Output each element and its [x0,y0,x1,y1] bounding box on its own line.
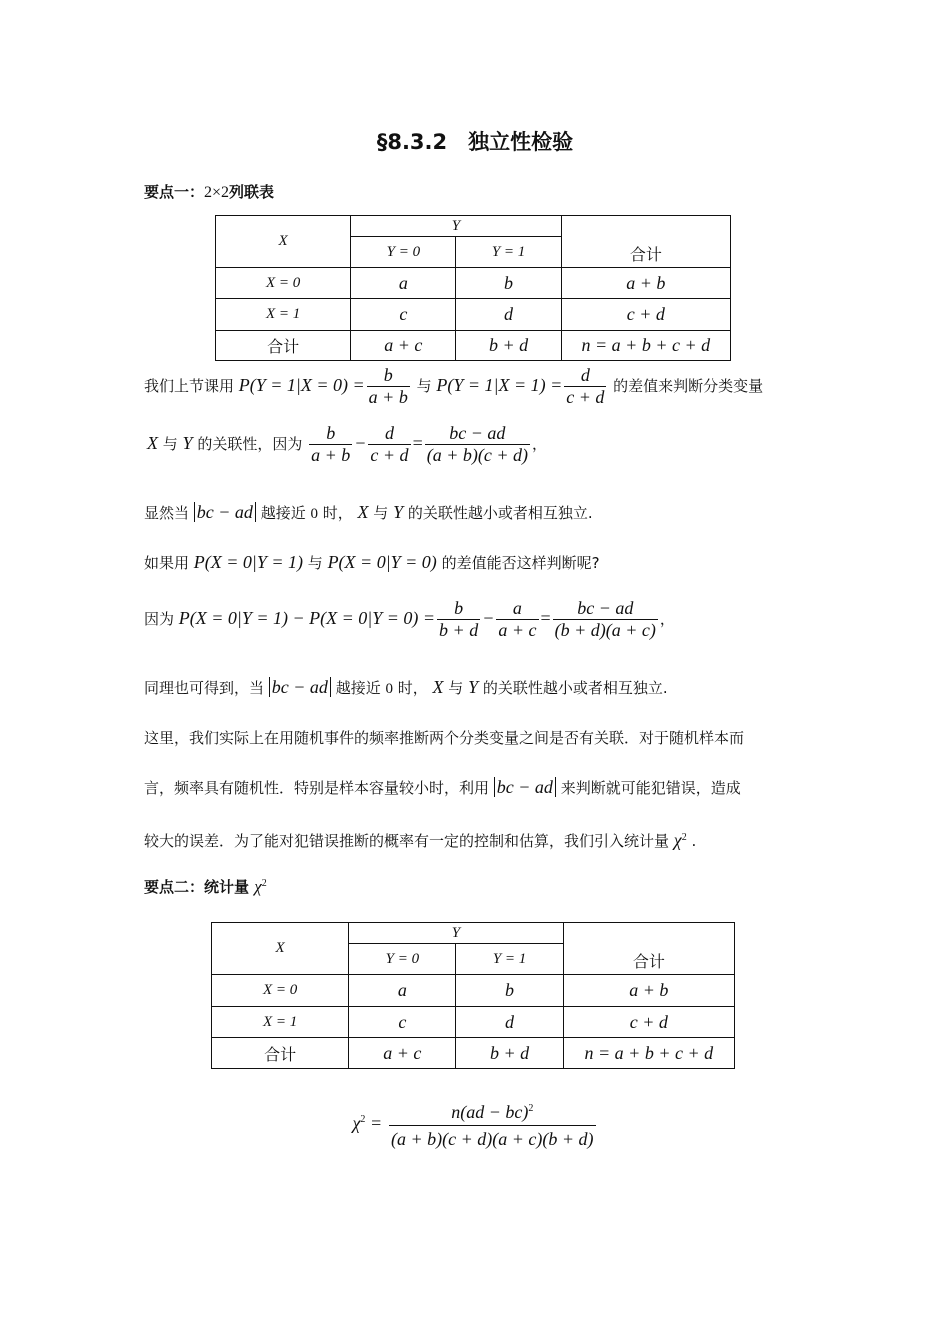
text: 与 [158,435,183,453]
cell: d [456,1007,563,1038]
cell: d [456,299,561,331]
cell: a + c [351,331,456,361]
text: 来判断就可能犯错误，造成 [555,779,741,797]
text: 如果用 [144,554,194,572]
var-x: X [432,677,444,697]
number: 0 [385,681,393,697]
row-label: X = 0 [212,975,349,1007]
total-header: 合计 [561,216,730,268]
var-y: Y [182,433,193,453]
text: 与 [443,679,469,697]
y-header: Y [349,923,563,944]
fraction [367,366,410,407]
fraction [309,424,352,465]
cell: a [349,975,456,1007]
text: 因为 [144,610,179,628]
denominator: c + d [566,387,605,407]
numerator: bc − ad [577,598,634,618]
cell: a [351,268,456,299]
row-label: X = 1 [216,299,351,331]
text: 的关联性越小或者相互独立. [478,679,668,697]
text: 越接近 [330,679,386,697]
text: 时， [392,679,433,697]
text: 的差值能否这样判断呢? [436,554,600,572]
y1-header: Y = 1 [456,944,563,975]
numerator: d [580,365,590,385]
text: 越接近 [255,504,311,522]
numerator: b [326,423,336,443]
text: 言，频率具有随机性．特别是样本容量较小时，利用 [144,779,494,797]
var-y: Y [468,677,479,697]
contingency-table-1 [215,215,731,361]
fraction [368,424,410,465]
cell: b + d [456,1038,563,1069]
paragraph-3 [144,500,593,526]
numerator [449,1097,535,1125]
text: 我们上节课用 [144,377,239,395]
x-header: X [216,216,351,268]
paragraph-1 [144,366,763,407]
row-label: X = 1 [212,1007,349,1038]
superscript: 2 [681,832,687,843]
cell: a + b [561,268,730,299]
y1-header: Y = 1 [456,237,561,268]
text: 同理也可得到，当 [144,679,269,697]
row-label: 合计 [212,1038,349,1069]
paragraph-2 [147,424,547,465]
cell: c [349,1007,456,1038]
fraction [389,1097,596,1151]
superscript: 2 [528,1103,534,1114]
operator: − [482,608,495,628]
var-x: X [357,502,369,522]
numerator: d [384,423,394,443]
denominator: a + b [368,387,408,407]
text: 时， [317,504,358,522]
numerator: b [454,598,464,618]
denominator: (a + b)(c + d)(a + c)(b + d) [389,1125,596,1151]
text: 较大的误差．为了能对犯错误推断的概率有一定的控制和估算，我们引入统计量 [144,832,674,850]
section-suffix: 列联表 [229,183,275,201]
cell: c [351,299,456,331]
cell: c + d [563,1007,734,1038]
cell: a + c [349,1038,456,1069]
cell: c + d [561,299,730,331]
section-heading-1 [144,181,274,202]
section-label: 要点一： [144,183,205,201]
paragraph-7-line-2 [144,775,741,800]
text: 的关联性，因为 [192,435,308,453]
operator: = [412,433,423,453]
table-size: 2×2 [204,184,230,201]
denominator: (b + d)(a + c) [554,620,656,640]
number: 0 [310,506,318,522]
paragraph-7-line-1: 这里，我们实际上在用随机事件的频率推断两个分类变量之间是否有关联．对于随机样本而 [144,729,745,747]
fraction [437,599,480,640]
paragraph-4 [144,550,600,575]
numerator: a [512,598,522,618]
var-y: Y [393,502,404,522]
page-title: §8.3.2 独立性检验 [376,130,574,154]
fraction [425,424,530,465]
math: P(Y = 1|X = 0) = [238,375,365,395]
math: P(X = 0|Y = 0) [327,552,437,572]
denominator: c + d [370,445,409,465]
cell: a + b [563,975,734,1007]
y0-header: Y = 0 [349,944,456,975]
cell: b + d [456,331,561,361]
text: . [686,832,697,850]
superscript: 2 [360,1114,366,1125]
text: 与 [368,504,394,522]
numerator-text: n(ad − bc) [451,1102,529,1122]
total-header: 合计 [563,923,734,975]
y0-header: Y = 0 [351,237,456,268]
fraction [496,599,538,640]
chi-symbol: χ [673,830,682,850]
superscript: 2 [261,878,267,889]
fraction [553,599,658,640]
chi-symbol: χ [352,1113,361,1133]
text: 显然当 [144,504,194,522]
denominator: b + d [439,620,479,640]
text: 与 [303,554,328,572]
denominator: a + c [498,620,537,640]
cell: b [456,975,563,1007]
text: 的关联性越小或者相互独立. [403,504,593,522]
section-label: 要点二：统计量 [144,878,255,896]
paragraph-6 [144,675,668,701]
text: 与 [411,377,437,395]
chi-square-formula [0,1097,950,1151]
operator: = [540,608,551,628]
math: P(Y = 1|X = 1) = [436,375,563,395]
chi-symbol: χ [254,877,262,896]
paragraph-7-line-3 [144,826,696,853]
numerator: b [383,365,393,385]
cell: n = a + b + c + d [563,1038,734,1069]
contingency-table-2 [211,922,735,1069]
y-header: Y [351,216,561,237]
cell: b [456,268,561,299]
var-x: X [147,433,158,453]
abs-expr: bc − ad [494,777,556,797]
math: P(X = 0|Y = 1) [193,552,304,572]
denominator: (a + b)(c + d) [426,445,528,465]
text: ， [531,435,547,453]
operator: = [371,1113,382,1133]
paragraph-5 [144,599,675,640]
row-label: 合计 [216,331,351,361]
section-heading-2 [144,876,267,897]
abs-expr: bc − ad [269,677,331,697]
abs-expr: bc − ad [194,502,256,522]
x-header: X [212,923,349,975]
fraction [564,366,606,407]
text: 的差值来判断分类变量 [608,377,764,395]
math: P(X = 0|Y = 1) − P(X = 0|Y = 0) = [178,608,436,628]
numerator: bc − ad [449,423,506,443]
text: ， [659,610,675,628]
denominator: a + b [311,445,351,465]
row-label: X = 0 [216,268,351,299]
operator: − [354,433,367,453]
cell: n = a + b + c + d [561,331,730,361]
